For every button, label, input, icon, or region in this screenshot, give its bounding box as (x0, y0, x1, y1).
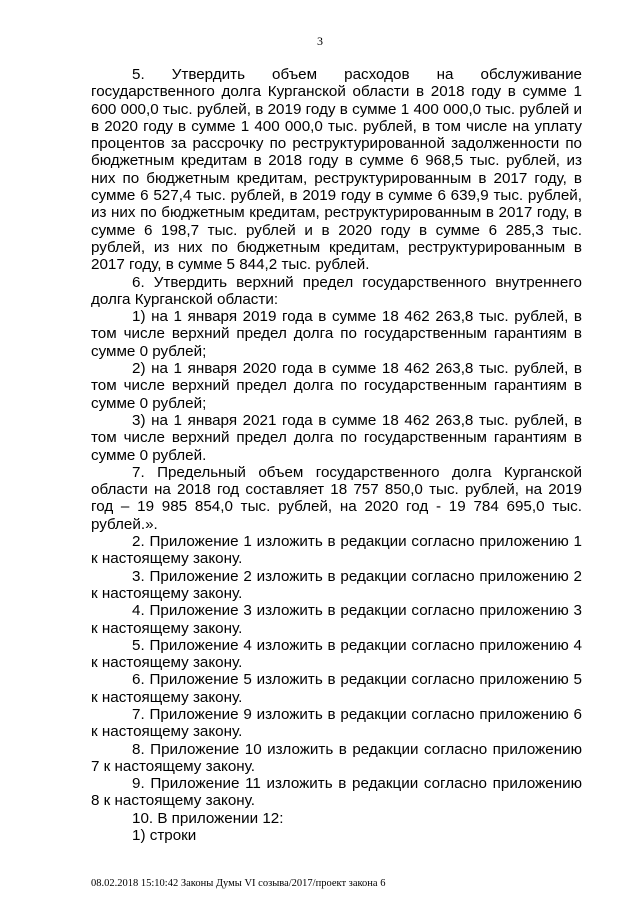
paragraph: 1) строки (132, 827, 197, 845)
paragraph: 2. Приложение 1 изложить в редакции согласно приложению 1 к настоящему закону. (91, 533, 582, 568)
paragraph: 5. Приложение 4 изложить в редакции согласно приложению 4 к настоящему закону. (91, 636, 582, 672)
paragraph: 3) на 1 января 2021 года в сумме 18 462 263,8 тыс. рублей, в том числе верхний предел долга по государственным гарантиям в сумме 0 рублей. (91, 411, 582, 464)
paragraph: 5. Утвердить объем расходов на обслуживание государственного долга Курганской области в 2018 году в сумме 1 600 000,0 тыс. рублей, в 2019 году в сумме 1 400 000,0 тыс. рублей и в 2020 году в сумме 1 400 000,0 тыс. рублей, в том числе на уплату процентов за рассрочку по реструктурированной задолженности по бюджетным кредитам в 2018 году в сумме 6 968,5 тыс. рублей, из них по бюджетным кредитам, реструктурированным в 2017 году, в сумме 6 527,4 тыс. рублей, в 2019 году в сумме 6 639,9 тыс. рублей, из них по бюджетным кредитам, реструктурированным в 2017 году, в сумме 6 198,7 тыс. рублей и в 2020 году в сумме 6 285,3 тыс. рублей, из них по бюджетным кредитам, реструктурированным в 2017 году, в сумме 5 844,2 тыс. рублей. (91, 66, 582, 274)
paragraph: 2) на 1 января 2020 года в сумме 18 462 263,8 тыс. рублей, в том числе верхний предел долга по государственным гарантиям в сумме 0 рублей; (91, 360, 582, 412)
page-number: 3 (317, 34, 323, 48)
paragraph: 6. Утвердить верхний предел государственного внутреннего долга Курганской области: (91, 273, 582, 308)
footer-file-info: 08.02.2018 15:10:42 Законы Думы VI созыва/2017/проект закона 6 (91, 878, 386, 889)
paragraph: 4. Приложение 3 изложить в редакции согласно приложению 3 к настоящему закону. (91, 602, 582, 637)
paragraph: 8. Приложение 10 изложить в редакции согласно приложению 7 к настоящему закону. (91, 740, 582, 775)
paragraph: 7. Предельный объем государственного долга Курганской области на 2018 год составляет 18 757 850,0 тыс. рублей, на 2019 год – 19 985 854,0 тыс. рублей, на 2020 год - 19 784 695,0 тыс. рублей.». (91, 463, 582, 533)
paragraph: 3. Приложение 2 изложить в редакции согласно приложению 2 к настоящему закону. (91, 567, 582, 602)
document-body (91, 66, 582, 844)
paragraph: 10. В приложении 12: (132, 809, 284, 827)
paragraph: 7. Приложение 9 изложить в редакции согласно приложению 6 к настоящему закону. (91, 705, 582, 741)
paragraph: 9. Приложение 11 изложить в редакции согласно приложению 8 к настоящему закону. (91, 775, 582, 810)
paragraph: 6. Приложение 5 изложить в редакции согласно приложению 5 к настоящему закону. (91, 671, 582, 706)
paragraph: 1) на 1 января 2019 года в сумме 18 462 263,8 тыс. рублей, в том числе верхний предел долга по государственным гарантиям в сумме 0 рублей; (91, 308, 582, 360)
